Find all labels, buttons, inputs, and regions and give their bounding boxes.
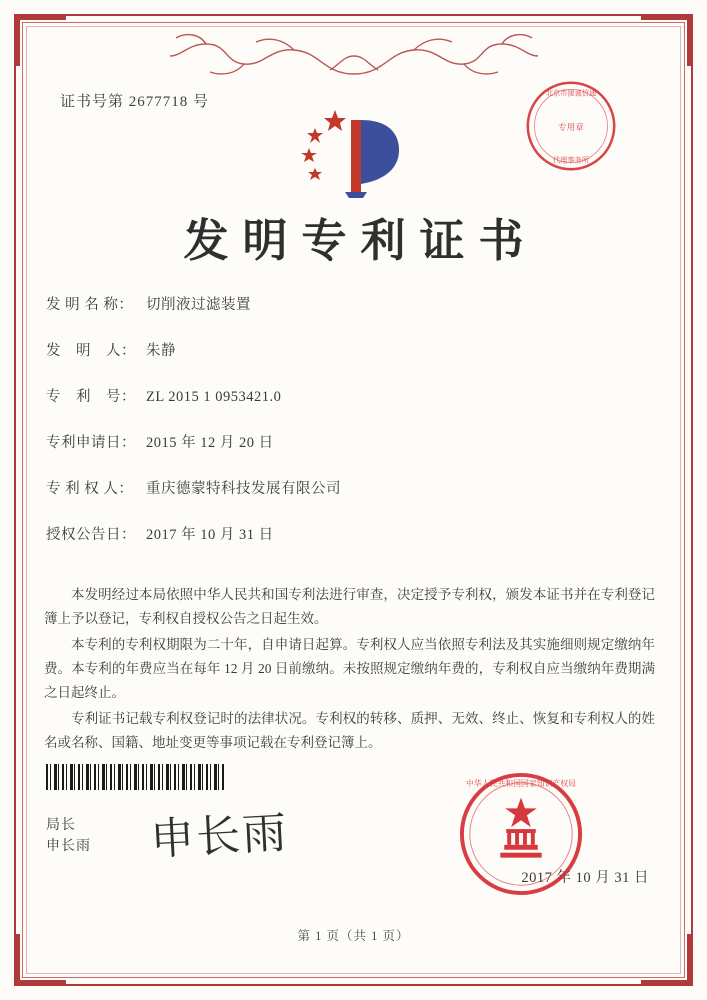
field-value: ZL 2015 1 0953421.0 [146, 389, 282, 405]
field-value: 2015 年 12 月 20 日 [146, 435, 274, 451]
field-label: 专利申请日： [46, 435, 136, 451]
field-invention-name [46, 295, 647, 315]
svg-text:专用章: 专用章 [558, 122, 584, 133]
legal-paragraph-3: 专利证书记载专利权登记时的法律状况。专利权的转移、质押、无效、终止、恢复和专利权人的姓名或名称、国籍、地址变更等事项记载在专利登记簿上。 [44, 711, 655, 750]
field-label: 发 明 名 称： [46, 297, 134, 313]
field-inventor [46, 341, 647, 361]
legal-text [44, 583, 655, 757]
legal-paragraph-2: 本专利的专利权期限为二十年，自申请日起算。专利权人应当依照专利法及其实施细则规定缴纳年费。本专利的年费应当在每年 12 月 20 日前缴纳。未按照规定缴纳年费的，专利权自应当缴纳年费期满之日起终止。 [44, 637, 655, 700]
field-value: 重庆德蒙特科技发展有限公司 [146, 481, 341, 497]
field-label: 专 利 权 人： [46, 481, 134, 497]
corner-ornament-top-left [14, 14, 66, 66]
field-value: 2017 年 10 月 31 日 [146, 527, 274, 543]
svg-text:北京市捷诚信通: 北京市捷诚信通 [545, 88, 597, 98]
field-value: 朱静 [146, 343, 176, 359]
field-patent-number [46, 387, 647, 407]
field-grant-announcement-date [46, 525, 647, 545]
director-signature: 申长雨 [148, 807, 290, 866]
national-ip-office-seal [457, 770, 585, 898]
patent-fields [46, 295, 647, 571]
patent-barcode [46, 764, 226, 790]
page-footer: 第 1 页（共 1 页） [297, 929, 410, 943]
field-label: 专 利 号： [46, 389, 136, 405]
corner-ornament-top-right [641, 14, 693, 66]
director-label: 局长 [46, 818, 76, 833]
certificate-number: 证书号第 2677718 号 [60, 94, 210, 110]
issue-date: 2017 年 10 月 31 日 [521, 870, 649, 886]
svg-text:代理事务所: 代理事务所 [553, 155, 589, 165]
field-label: 发 明 人： [46, 343, 136, 359]
field-value: 切削液过滤装置 [146, 297, 251, 313]
director-name: 申长雨 [46, 839, 91, 854]
special-use-seal [523, 78, 619, 174]
legal-paragraph-1: 本发明经过本局依照中华人民共和国专利法进行审查，决定授予专利权，颁发本证书并在专利登记簿上予以登记，专利权自授权公告之日起生效。 [44, 587, 655, 626]
field-patentee [46, 479, 647, 499]
director-block [46, 815, 91, 857]
field-label: 授权公告日： [46, 527, 136, 543]
svg-text:中华人民共和国国家知识产权局: 中华人民共和国国家知识产权局 [465, 778, 577, 788]
page-title: 发明专利证书 [183, 214, 538, 267]
flourish-ornament-icon [144, 26, 564, 80]
field-application-date [46, 433, 647, 453]
patent-emblem-icon [299, 106, 409, 202]
